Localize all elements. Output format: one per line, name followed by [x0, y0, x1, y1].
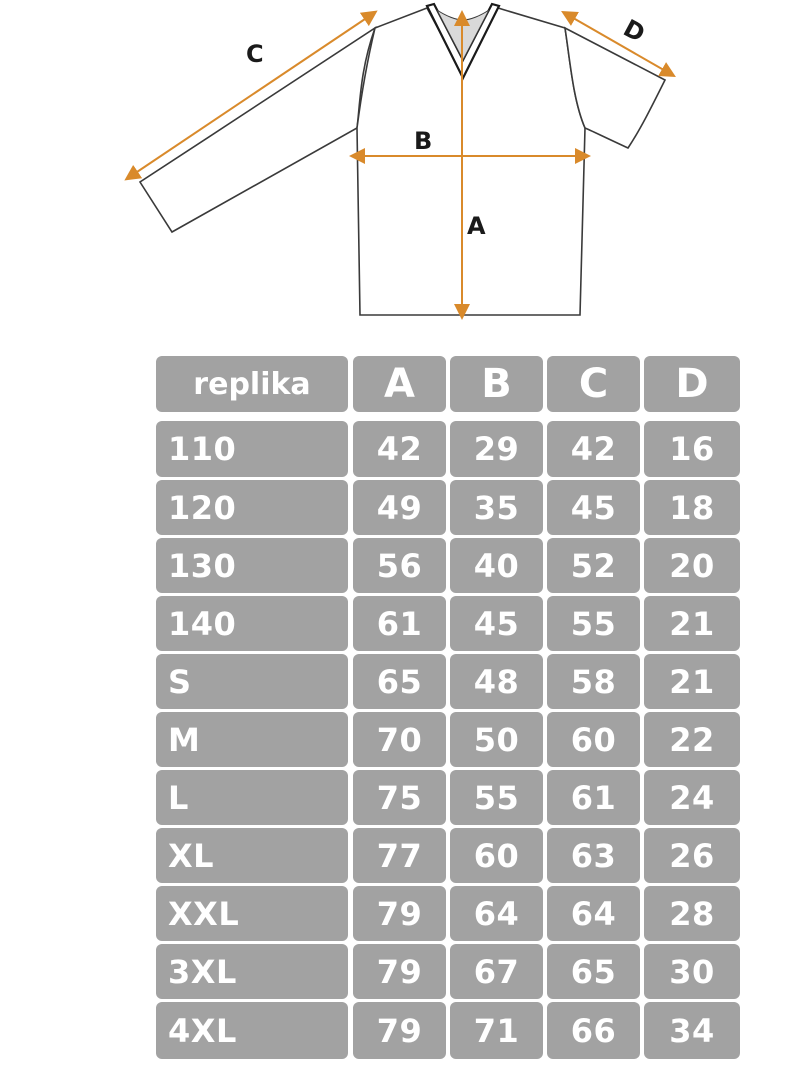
table-cell-c: 65: [547, 944, 640, 999]
table-cell-b: 55: [450, 770, 543, 825]
table-cell-c: 45: [547, 480, 640, 535]
table-cell-c: 63: [547, 828, 640, 883]
table-cell-a: 79: [353, 886, 446, 941]
table-cell-d: 28: [644, 886, 740, 941]
table-row-size: XXL: [156, 886, 348, 941]
table-cell-a: 79: [353, 1002, 446, 1059]
table-cell-b: 64: [450, 886, 543, 941]
table-row-size: 140: [156, 596, 348, 651]
table-row-size: 120: [156, 480, 348, 535]
table-cell-b: 45: [450, 596, 543, 651]
table-cell-c: 60: [547, 712, 640, 767]
header-cell-b: B: [450, 356, 543, 412]
label-c: C: [246, 40, 264, 68]
label-b: B: [414, 127, 433, 155]
table-row-size: M: [156, 712, 348, 767]
table-row-size: XL: [156, 828, 348, 883]
table-cell-c: 64: [547, 886, 640, 941]
table-cell-b: 67: [450, 944, 543, 999]
table-cell-a: 49: [353, 480, 446, 535]
label-a: A: [467, 212, 486, 240]
table-cell-a: 65: [353, 654, 446, 709]
table-row-size: L: [156, 770, 348, 825]
table-cell-a: 75: [353, 770, 446, 825]
label-d: D: [618, 14, 650, 49]
table-cell-d: 20: [644, 538, 740, 593]
table-cell-d: 26: [644, 828, 740, 883]
table-cell-a: 70: [353, 712, 446, 767]
table-cell-b: 29: [450, 421, 543, 477]
table-cell-c: 61: [547, 770, 640, 825]
table-cell-a: 42: [353, 421, 446, 477]
table-cell-d: 21: [644, 654, 740, 709]
table-cell-d: 21: [644, 596, 740, 651]
header-cell-replika: replika: [156, 356, 348, 412]
table-row-size: 4XL: [156, 1002, 348, 1059]
header-cell-d: D: [644, 356, 740, 412]
table-cell-b: 48: [450, 654, 543, 709]
table-cell-d: 34: [644, 1002, 740, 1059]
table-cell-c: 55: [547, 596, 640, 651]
header-cell-a: A: [353, 356, 446, 412]
table-row-size: 3XL: [156, 944, 348, 999]
table-row-size: S: [156, 654, 348, 709]
header-cell-c: C: [547, 356, 640, 412]
table-row-size: 110: [156, 421, 348, 477]
table-cell-d: 22: [644, 712, 740, 767]
table-cell-d: 30: [644, 944, 740, 999]
table-cell-a: 61: [353, 596, 446, 651]
table-cell-d: 24: [644, 770, 740, 825]
table-cell-c: 58: [547, 654, 640, 709]
table-cell-a: 77: [353, 828, 446, 883]
table-cell-c: 66: [547, 1002, 640, 1059]
table-cell-c: 42: [547, 421, 640, 477]
table-cell-c: 52: [547, 538, 640, 593]
table-row-size: 130: [156, 538, 348, 593]
table-cell-b: 40: [450, 538, 543, 593]
table-cell-a: 56: [353, 538, 446, 593]
table-cell-b: 35: [450, 480, 543, 535]
table-cell-d: 18: [644, 480, 740, 535]
table-cell-d: 16: [644, 421, 740, 477]
table-cell-b: 71: [450, 1002, 543, 1059]
table-cell-a: 79: [353, 944, 446, 999]
table-cell-b: 60: [450, 828, 543, 883]
table-cell-b: 50: [450, 712, 543, 767]
